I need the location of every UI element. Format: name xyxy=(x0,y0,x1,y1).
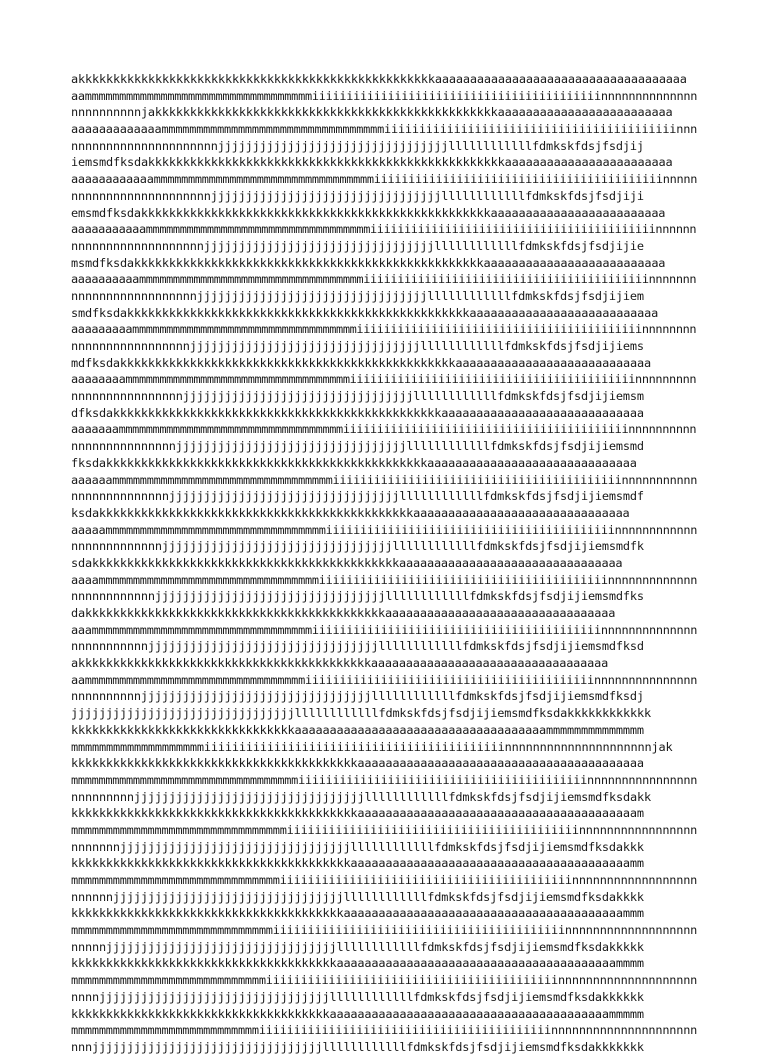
text-line: sdakkkkkkkkkkkkkkkkkkkkkkkkkkkkkkkkkkkkkkkkkkkkaaaaaaaaaaaaaaaaaaaaaaaaaaaaaaaa xyxy=(71,555,623,570)
text-line: nnnnjjjjjjjjjjjjjjjjjjjjjjjjjjjjjjjjjllllllllllllfdmkskfdsjfsdjijiemsmdfksdakkkkkk xyxy=(71,989,644,1004)
text-line: nnnnnnjjjjjjjjjjjjjjjjjjjjjjjjjjjjjjjjjllllllllllllfdmkskfdsjfsdjijiemsmdfksdakkkk xyxy=(71,889,644,904)
text-line: aaaaaaaaaammmmmmmmmmmmmmmmmmmmmmmmmmmmmmmmmiiiiiiiiiiiiiiiiiiiiiiiiiiiiiiiiiiiiiiiiiinnnnnnn xyxy=(71,272,697,287)
text-line: jjjjjjjjjjjjjjjjjjjjjjjjjjjjjjjjllllllllllllfdmkskfdsjfsdjijiemsmdfksdakkkkkkkkkkkk xyxy=(71,706,651,721)
text-line: nnnnnnnnnnjakkkkkkkkkkkkkkkkkkkkkkkkkkkkkkkkkkkkkkkkkkkkkkkkkaaaaaaaaaaaaaaaaaaaaaaaaa xyxy=(71,105,673,120)
text-line: aaaaaaammmmmmmmmmmmmmmmmmmmmmmmmmmmmmmmmiiiiiiiiiiiiiiiiiiiiiiiiiiiiiiiiiiiiiiiiiinnnnnnnnnn xyxy=(71,422,697,437)
text-line: mmmmmmmmmmmmmmmmmmmmmmmmmmmmmmiiiiiiiiiiiiiiiiiiiiiiiiiiiiiiiiiiiiiiiiiinnnnnnnnnnnnnnnnnn xyxy=(71,873,698,887)
text-line: nnnnnnnnnnnnnnnnnnnnnjjjjjjjjjjjjjjjjjjjjjjjjjjjjjjjjjllllllllllllfdmkskfdsjfsdjij xyxy=(71,138,644,153)
text-line: aaaaammmmmmmmmmmmmmmmmmmmmmmmmmmmmmmmiiiiiiiiiiiiiiiiiiiiiiiiiiiiiiiiiiiiiiiiiinnnnnnnnnnnn xyxy=(71,522,698,537)
document-text-block xyxy=(71,71,711,1056)
text-line: mmmmmmmmmmmmmmmmmmmmmmmmmmmmiiiiiiiiiiiiiiiiiiiiiiiiiiiiiiiiiiiiiiiiiinnnnnnnnnnnnnnnnnnnn xyxy=(71,973,698,988)
text-line: msmdfksdakkkkkkkkkkkkkkkkkkkkkkkkkkkkkkkkkkkkkkkkkkkkkkkkkkaaaaaaaaaaaaaaaaaaaaaaaaaa xyxy=(71,255,666,270)
text-line: nnnnnnnnnjjjjjjjjjjjjjjjjjjjjjjjjjjjjjjjjjllllllllllllfdmkskfdsjfsdjijiemsmdfksdakk xyxy=(71,789,651,804)
text-line: kkkkkkkkkkkkkkkkkkkkkkkkkkkkkkkkaaaaaaaaaaaaaaaaaaaaaaaaaaaaaaaaaaaammmmmmmmmmmmmm xyxy=(71,722,644,737)
text-line: nnnnnnnnnnnnnnjjjjjjjjjjjjjjjjjjjjjjjjjjjjjjjjjllllllllllllfdmkskfdsjfsdjijiemsmdf xyxy=(71,489,644,504)
text-line: aaammmmmmmmmmmmmmmmmmmmmmmmmmmmmmmmiiiiiiiiiiiiiiiiiiiiiiiiiiiiiiiiiiiiiiiiiinnnnnnnnnnnnnn xyxy=(71,622,698,637)
text-line: emsmdfksdakkkkkkkkkkkkkkkkkkkkkkkkkkkkkkkkkkkkkkkkkkkkkkkkkkaaaaaaaaaaaaaaaaaaaaaaaaa xyxy=(71,205,666,220)
text-line: nnnnnnnjjjjjjjjjjjjjjjjjjjjjjjjjjjjjjjjjllllllllllllfdmkskfdsjfsdjijiemsmdfksdakkk xyxy=(71,839,644,854)
text-line: dakkkkkkkkkkkkkkkkkkkkkkkkkkkkkkkkkkkkkkkkkkkaaaaaaaaaaaaaaaaaaaaaaaaaaaaaaaaa xyxy=(71,606,616,620)
text-line: nnnnnnnnnnnnnnnnjjjjjjjjjjjjjjjjjjjjjjjjjjjjjjjjjllllllllllllfdmkskfdsjfsdjijiemsm xyxy=(71,389,644,404)
text-line: kkkkkkkkkkkkkkkkkkkkkkkkkkkkkkkkkkkkkkkkkaaaaaaaaaaaaaaaaaaaaaaaaaaaaaaaaaaaaaaaaa xyxy=(71,756,644,771)
text-line: nnnnnjjjjjjjjjjjjjjjjjjjjjjjjjjjjjjjjjllllllllllllfdmkskfdsjfsdjijiemsmdfksdakkkkk xyxy=(71,939,644,954)
text-line: aaaaaaaammmmmmmmmmmmmmmmmmmmmmmmmmmmmmmmmiiiiiiiiiiiiiiiiiiiiiiiiiiiiiiiiiiiiiiiiiinnnnnnnnn xyxy=(71,372,697,387)
text-line: smdfksdakkkkkkkkkkkkkkkkkkkkkkkkkkkkkkkkkkkkkkkkkkkkkkkkkaaaaaaaaaaaaaaaaaaaaaaaaaaa xyxy=(71,305,659,320)
text-line: nnnnnnnnnnnnnnnnnnjjjjjjjjjjjjjjjjjjjjjjjjjjjjjjjjjllllllllllllfdmkskfdsjfsdjijiem xyxy=(71,288,644,303)
text-line: nnnnnnnnnnnnjjjjjjjjjjjjjjjjjjjjjjjjjjjjjjjjjllllllllllllfdmkskfdsjfsdjijiemsmdfks xyxy=(71,589,644,604)
text-line: dfksdakkkkkkkkkkkkkkkkkkkkkkkkkkkkkkkkkkkkkkkkkkkkkkkaaaaaaaaaaaaaaaaaaaaaaaaaaaaa xyxy=(71,405,644,420)
text-line: nnnnnnnnnnnjjjjjjjjjjjjjjjjjjjjjjjjjjjjjjjjjllllllllllllfdmkskfdsjfsdjijiemsmdfksd xyxy=(71,639,644,654)
text-line: aaaaaammmmmmmmmmmmmmmmmmmmmmmmmmmmmmmmiiiiiiiiiiiiiiiiiiiiiiiiiiiiiiiiiiiiiiiiiinnnnnnnnnnn xyxy=(71,472,698,487)
text-line: nnnnnnnnnnnnnnnjjjjjjjjjjjjjjjjjjjjjjjjjjjjjjjjjllllllllllllfdmkskfdsjfsdjijiemsmd xyxy=(71,439,644,454)
text-line: mmmmmmmmmmmmmmmmmmmiiiiiiiiiiiiiiiiiiiiiiiiiiiiiiiiiiiiiiiiiiinnnnnnnnnnnnnnnnnnnnnjak xyxy=(71,739,673,754)
text-line: mmmmmmmmmmmmmmmmmmmmmmmmmmmmmiiiiiiiiiiiiiiiiiiiiiiiiiiiiiiiiiiiiiiiiiinnnnnnnnnnnnnnnnnnn xyxy=(71,923,698,938)
text-line: aaaaaaaaaaaaammmmmmmmmmmmmmmmmmmmmmmmmmmmmmmmiiiiiiiiiiiiiiiiiiiiiiiiiiiiiiiiiiiiiiiiiinnn xyxy=(71,122,698,137)
text-line: nnnnnnnnnnnnnnnnnjjjjjjjjjjjjjjjjjjjjjjjjjjjjjjjjjllllllllllllfdmkskfdsjfsdjijiems xyxy=(71,339,644,353)
text-line: kkkkkkkkkkkkkkkkkkkkkkkkkkkkkkkkkkkkkkkaaaaaaaaaaaaaaaaaaaaaaaaaaaaaaaaaaaaaaaammm xyxy=(71,906,644,921)
text-line: mdfksdakkkkkkkkkkkkkkkkkkkkkkkkkkkkkkkkkkkkkkkkkkkkkkkkaaaaaaaaaaaaaaaaaaaaaaaaaaaa xyxy=(71,355,651,370)
text-line: kkkkkkkkkkkkkkkkkkkkkkkkkkkkkkkkkkkkkkkkaaaaaaaaaaaaaaaaaaaaaaaaaaaaaaaaaaaaaaaamm xyxy=(71,856,644,871)
text-line: ksdakkkkkkkkkkkkkkkkkkkkkkkkkkkkkkkkkkkkkkkkkkkkkaaaaaaaaaaaaaaaaaaaaaaaaaaaaaaa xyxy=(71,505,630,520)
text-line: kkkkkkkkkkkkkkkkkkkkkkkkkkkkkkkkkkkkkaaaaaaaaaaaaaaaaaaaaaaaaaaaaaaaaaaaaaaaammmmm xyxy=(71,1006,644,1021)
text-line: kkkkkkkkkkkkkkkkkkkkkkkkkkkkkkkkkkkkkkkkkaaaaaaaaaaaaaaaaaaaaaaaaaaaaaaaaaaaaaaaam xyxy=(71,806,644,821)
text-line: nnnnnnnnnnnnnnnnnnnjjjjjjjjjjjjjjjjjjjjjjjjjjjjjjjjjllllllllllllfdmkskfdsjfsdjijie xyxy=(71,238,644,253)
text-line: aaaaaaaaammmmmmmmmmmmmmmmmmmmmmmmmmmmmmmmmiiiiiiiiiiiiiiiiiiiiiiiiiiiiiiiiiiiiiiiiiinnnnnnnn xyxy=(71,322,697,337)
text-line: iemsmdfksdakkkkkkkkkkkkkkkkkkkkkkkkkkkkkkkkkkkkkkkkkkkkkkkkkkkaaaaaaaaaaaaaaaaaaaaaaaa xyxy=(71,155,673,170)
text-line: aaaaaaaaaaaammmmmmmmmmmmmmmmmmmmmmmmmmmmmmmmiiiiiiiiiiiiiiiiiiiiiiiiiiiiiiiiiiiiiiiiiinnnnn xyxy=(71,172,698,187)
text-line: akkkkkkkkkkkkkkkkkkkkkkkkkkkkkkkkkkkkkkkkkkaaaaaaaaaaaaaaaaaaaaaaaaaaaaaaaaaa xyxy=(71,656,609,671)
text-line: akkkkkkkkkkkkkkkkkkkkkkkkkkkkkkkkkkkkkkkkkkkkkkkkkkkaaaaaaaaaaaaaaaaaaaaaaaaaaaaaaaaaaaa xyxy=(71,72,687,86)
text-line: aaaaaaaaaaammmmmmmmmmmmmmmmmmmmmmmmmmmmmmmmmiiiiiiiiiiiiiiiiiiiiiiiiiiiiiiiiiiiiiiiiiinnnnnn xyxy=(71,222,697,237)
text-line: nnnnnnnnnnjjjjjjjjjjjjjjjjjjjjjjjjjjjjjjjjjllllllllllllfdmkskfdsjfsdjijiemsmdfksdj xyxy=(71,689,644,704)
text-line: mmmmmmmmmmmmmmmmmmmmmmmmmmmiiiiiiiiiiiiiiiiiiiiiiiiiiiiiiiiiiiiiiiiiinnnnnnnnnnnnnnnnnnnnn xyxy=(71,1023,698,1038)
text-line: aaaammmmmmmmmmmmmmmmmmmmmmmmmmmmmmmmiiiiiiiiiiiiiiiiiiiiiiiiiiiiiiiiiiiiiiiiiinnnnnnnnnnnnn xyxy=(71,572,698,587)
text-line: nnnjjjjjjjjjjjjjjjjjjjjjjjjjjjjjjjjjllllllllllllfdmkskfdsjfsdjijiemsmdfksdakkkkkkk xyxy=(71,1039,644,1054)
text-line: aammmmmmmmmmmmmmmmmmmmmmmmmmmmmmmmiiiiiiiiiiiiiiiiiiiiiiiiiiiiiiiiiiiiiiiiiinnnnnnnnnnnnnnn xyxy=(71,672,698,687)
text-line: aammmmmmmmmmmmmmmmmmmmmmmmmmmmmmmmmiiiiiiiiiiiiiiiiiiiiiiiiiiiiiiiiiiiiiiiiiinnnnnnnnnnnnnn xyxy=(71,88,698,103)
text-line: kkkkkkkkkkkkkkkkkkkkkkkkkkkkkkkkkkkkkkaaaaaaaaaaaaaaaaaaaaaaaaaaaaaaaaaaaaaaaammmm xyxy=(71,956,644,971)
text-line: fksdakkkkkkkkkkkkkkkkkkkkkkkkkkkkkkkkkkkkkkkkkkkkkkaaaaaaaaaaaaaaaaaaaaaaaaaaaaaa xyxy=(71,455,637,470)
text-line: nnnnnnnnnnnnnjjjjjjjjjjjjjjjjjjjjjjjjjjjjjjjjjllllllllllllfdmkskfdsjfsdjijiemsmdfk xyxy=(71,539,644,554)
text-line: nnnnnnnnnnnnnnnnnnnnjjjjjjjjjjjjjjjjjjjjjjjjjjjjjjjjjllllllllllllfdmkskfdsjfsdjiji xyxy=(71,188,644,203)
text-line: mmmmmmmmmmmmmmmmmmmmmmmmmmmmmmmiiiiiiiiiiiiiiiiiiiiiiiiiiiiiiiiiiiiiiiiiinnnnnnnnnnnnnnnnn xyxy=(71,822,698,837)
text-line: mmmmmmmmmmmmmmmmmmmmmmmmmmmmmmmmmiiiiiiiiiiiiiiiiiiiiiiiiiiiiiiiiiiiiiiiiiinnnnnnnnnnnnnnnn xyxy=(71,772,698,787)
